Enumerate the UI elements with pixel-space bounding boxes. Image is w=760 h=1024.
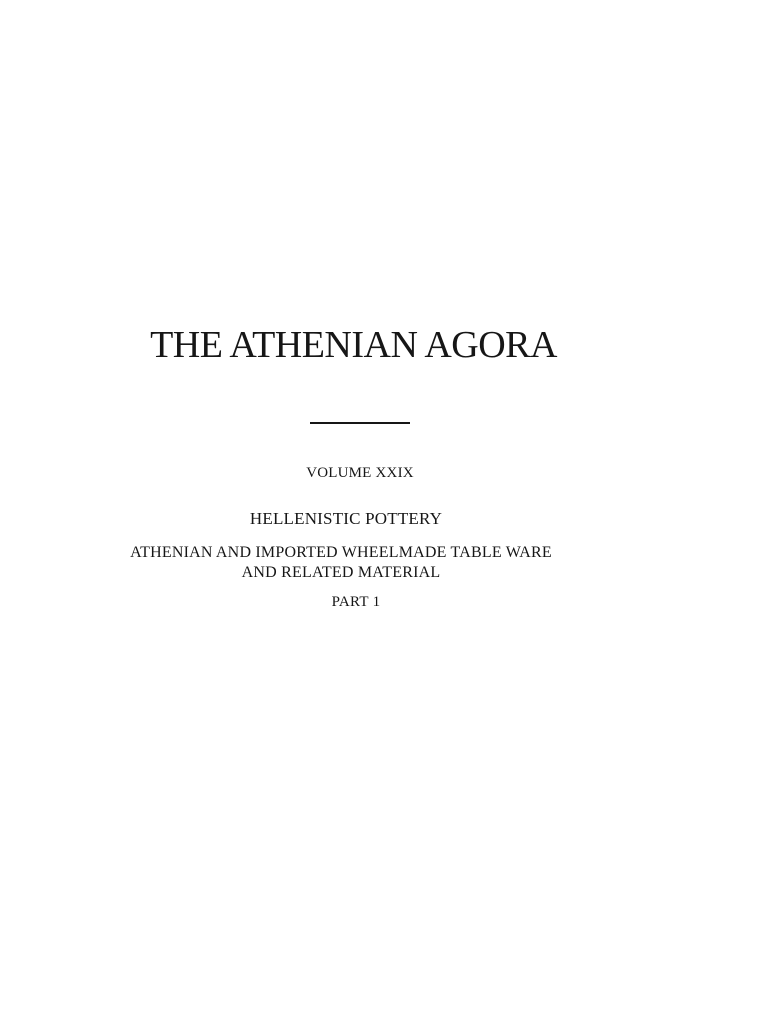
book-subtitle [0, 543, 682, 582]
part-label: PART 1 [331, 594, 381, 610]
volume-label: VOLUME XXIX [306, 465, 414, 481]
book-title: HELLENISTIC POTTERY [249, 509, 443, 528]
series-title: THE ATHENIAN AGORA [150, 324, 557, 366]
divider-rule [310, 422, 410, 424]
subtitle-line-2: AND RELATED MATERIAL [241, 563, 441, 581]
subtitle-line-1: ATHENIAN AND IMPORTED WHEELMADE TABLE WARE [130, 544, 552, 561]
